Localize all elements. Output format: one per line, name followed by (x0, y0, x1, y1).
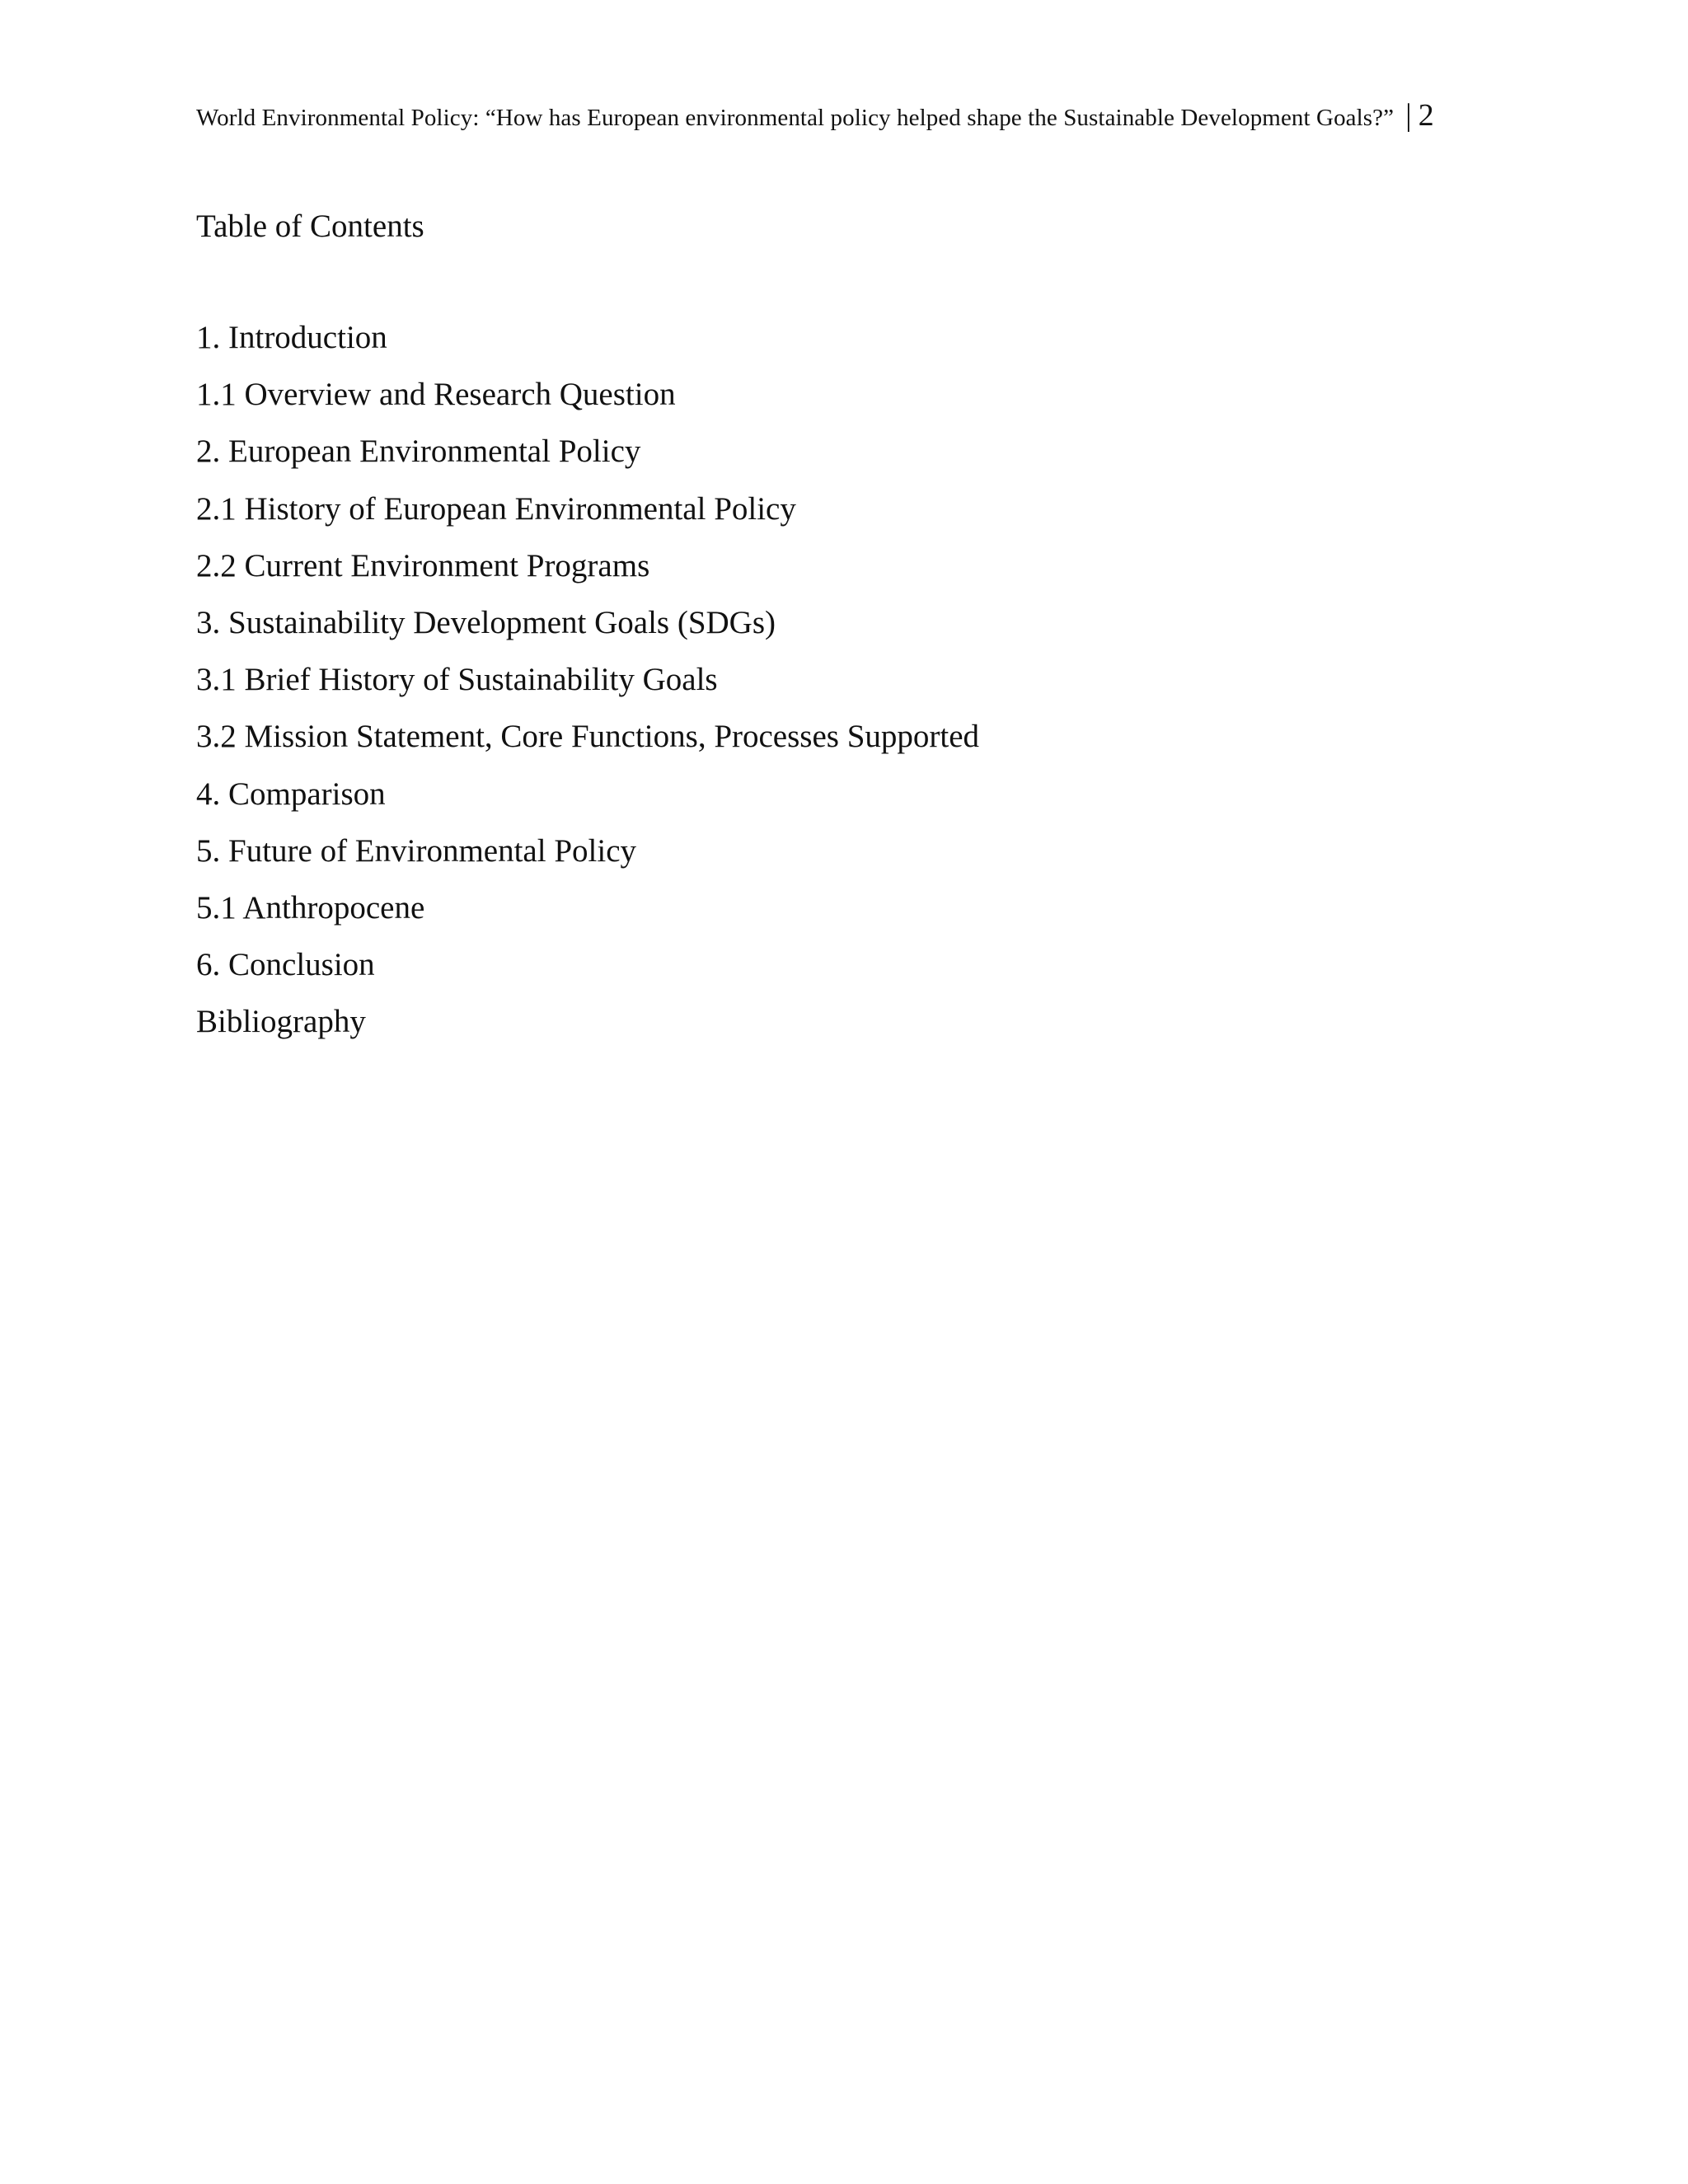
page-number: 2 (1418, 98, 1434, 133)
toc-item: 5.1 Anthropocene (196, 889, 425, 926)
header-title: World Environmental Policy: “How has European environmental policy helped shape the Sustainable Development Goals?” (196, 105, 1395, 131)
toc-item: 4. Comparison (196, 776, 386, 812)
toc-item: 1.1 Overview and Research Question (196, 377, 676, 413)
toc-item: 2.2 Current Environment Programs (196, 547, 650, 583)
toc-heading: Table of Contents (196, 209, 424, 244)
toc-item: 2. European Environmental Policy (196, 434, 641, 470)
toc-item: 6. Conclusion (196, 947, 375, 983)
toc-item: 5. Future of Environmental Policy (196, 832, 637, 869)
toc-item: 2.1 History of European Environmental Policy (196, 490, 796, 527)
header-separator: | (1405, 98, 1412, 133)
toc-item: 3. Sustainability Development Goals (SDGs) (196, 604, 776, 640)
toc-item: 3.2 Mission Statement, Core Functions, Processes Supported (196, 719, 980, 755)
toc-item: 3.1 Brief History of Sustainability Goals (196, 662, 718, 698)
toc-item: 1. Introduction (196, 320, 387, 355)
running-header (196, 97, 1515, 134)
toc-item: Bibliography (196, 1004, 366, 1040)
toc-list (196, 318, 979, 1059)
